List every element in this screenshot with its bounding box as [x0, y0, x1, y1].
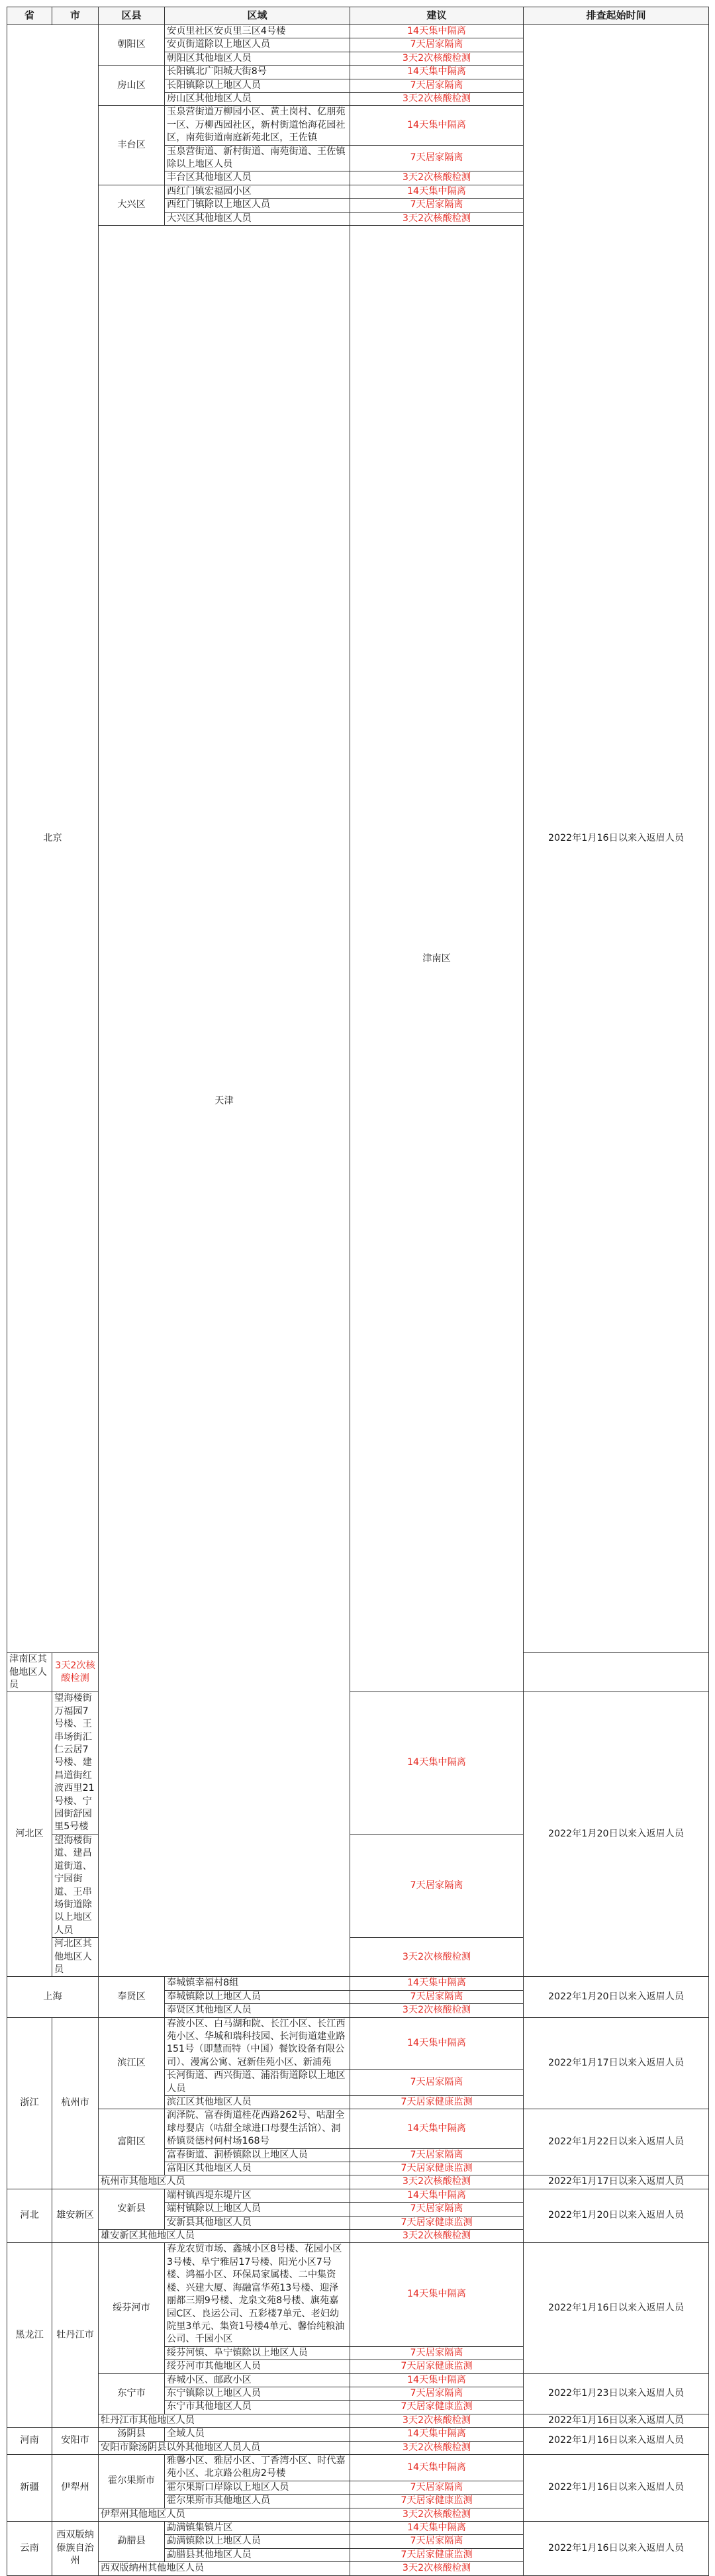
area-cell: 霍尔果斯市其他地区人员	[165, 2495, 350, 2508]
area-cell: 玉泉营街道、新村街道、南苑街道、王佐镇除以上地区人员	[165, 145, 350, 171]
area-cell: 霍尔果斯口岸除以上地区人员	[165, 2481, 350, 2494]
province-cell: 云南	[7, 2522, 52, 2576]
advice-cell: 7天居家隔离	[350, 199, 524, 212]
header-city: 市	[52, 7, 99, 25]
area-cell: 安贞街道除以上地区人员	[165, 38, 350, 52]
area-cell: 春龙农贸市场、鑫城小区8号楼、花园小区3号楼、阜宁雅居17号楼、阳光小区7号楼、鸿福小区、环保局家属楼、二中集资楼、兴建大厦、海融富华苑13号楼、迎泽丽都三期9号楼、龙泉文苑8号楼、旗苑嘉园C区、良运公司、五彩楼7单元、老妇幼院里3单元、集资1号楼4单元、馨怡纯粮油公司、千园小区	[165, 2243, 350, 2346]
start-time-cell: 2022年1月16日以来入返眉人员	[524, 2454, 709, 2521]
advice-cell: 14天集中隔离	[350, 1977, 524, 1990]
start-time-cell: 2022年1月16日以来入返眉人员	[524, 2414, 709, 2427]
advice-cell: 7天居家隔离	[350, 2203, 524, 2216]
advice-cell: 7天居家健康监测	[350, 2216, 524, 2229]
province-cell: 浙江	[7, 2017, 52, 2189]
advice-cell: 7天居家隔离	[350, 2070, 524, 2096]
advice-cell: 3天2次核酸检测	[52, 1653, 99, 1692]
advice-cell: 14天集中隔离	[350, 66, 524, 79]
district-cell: 奉贤区	[99, 1977, 165, 2017]
area-cell: 玉泉营街道万柳园小区、黄土岗村、亿朋苑一区、万柳西园社区，新村街道怡海花园社区，南苑街道南庭新苑北区，王佐镇	[165, 106, 350, 145]
area-cell: 杭州市其他地区人员	[99, 2175, 350, 2189]
area-cell: 长阳镇除以上地区人员	[165, 79, 350, 92]
advice-cell: 7天居家隔离	[350, 1990, 524, 2003]
area-cell: 润泽院、富春街道桂花西路262号、咕甜全球母婴店（咕甜全球进口母婴生活馆）、洞桥镇贤德村何村场168号	[165, 2109, 350, 2148]
area-cell: 伊犁州其他地区人员	[99, 2508, 350, 2521]
area-cell: 长阳镇北广阳城大街8号	[165, 66, 350, 79]
advice-cell: 14天集中隔离	[350, 106, 524, 145]
district-cell: 东宁市	[99, 2373, 165, 2414]
advice-cell: 7天居家隔离	[350, 1834, 524, 1937]
city-cell: 雄安新区	[52, 2189, 99, 2243]
area-cell: 勐满镇集镇片区	[165, 2522, 350, 2535]
start-time-cell: 2022年1月23日以来入返眉人员	[524, 2373, 709, 2414]
table-row	[7, 2428, 709, 2441]
table-row	[7, 2109, 709, 2148]
area-cell: 绥芬河镇、阜宁镇除以上地区人员	[165, 2346, 350, 2360]
area-cell: 雅馨小区、雅居小区、丁香湾小区、时代嘉苑小区、北京路公租房2号楼	[165, 2454, 350, 2481]
header-province: 省	[7, 7, 52, 25]
advice-cell: 3天2次核酸检测	[350, 93, 524, 106]
advice-cell: 7天居家健康监测	[350, 2548, 524, 2561]
header-start-time: 排查起始时间	[524, 7, 709, 25]
advice-cell: 3天2次核酸检测	[350, 2562, 524, 2575]
area-cell: 春城小区、邮政小区	[165, 2373, 350, 2387]
province-cell: 黑龙江	[7, 2243, 52, 2428]
advice-cell: 3天2次核酸检测	[350, 52, 524, 65]
district-cell: 津南区	[350, 226, 524, 1692]
area-cell: 富阳区其他地区人员	[165, 2162, 350, 2175]
area-cell: 富春街道、洞桥镇除以上地区人员	[165, 2148, 350, 2162]
advice-cell: 7天居家健康监测	[350, 2401, 524, 2414]
advice-cell: 14天集中隔离	[350, 2428, 524, 2441]
district-cell: 大兴区	[99, 185, 165, 225]
district-cell: 霍尔果斯市	[99, 2454, 165, 2508]
area-cell: 西双版纳州其他地区人员	[99, 2562, 350, 2575]
advice-cell: 14天集中隔离	[350, 185, 524, 198]
table-row	[7, 2175, 709, 2189]
advice-cell: 14天集中隔离	[350, 2522, 524, 2535]
start-time-cell: 2022年1月17日以来入返眉人员	[524, 2017, 709, 2109]
city-cell: 杭州市	[52, 2017, 99, 2189]
advice-cell: 7天居家隔离	[350, 2148, 524, 2162]
area-cell: 安阳市除汤阴县以外其他地区人员人员	[99, 2441, 350, 2454]
province-cell: 天津	[99, 226, 350, 1977]
area-cell: 东宁镇除以上地区人员	[165, 2387, 350, 2400]
table-row	[7, 2454, 709, 2481]
district-cell: 绥芬河市	[99, 2243, 165, 2373]
table-row	[7, 2414, 709, 2427]
advice-cell: 14天集中隔离	[350, 2017, 524, 2070]
advice-cell: 14天集中隔离	[350, 25, 524, 38]
city-cell: 安阳市	[52, 2428, 99, 2455]
advice-cell: 3天2次核酸检测	[350, 212, 524, 225]
advice-cell: 14天集中隔离	[350, 2373, 524, 2387]
area-cell: 全域人员	[165, 2428, 350, 2441]
area-cell: 望海楼街万福园7号楼、王串场街汇仁云居7号楼、建昌道街红波西里21号楼、宁园街舒园里5号楼	[52, 1692, 99, 1834]
province-cell: 北京	[7, 25, 99, 1653]
area-cell: 丰台区其他地区人员	[165, 171, 350, 185]
header-area: 区域	[165, 7, 350, 25]
area-cell: 牡丹江市其他地区人员	[99, 2414, 350, 2427]
start-time-cell: 2022年1月16日以来入返眉人员	[524, 2428, 709, 2455]
start-time-cell: 2022年1月17日以来入返眉人员	[524, 2175, 709, 2189]
area-cell: 绥芬河市其他地区人员	[165, 2360, 350, 2373]
area-cell: 津南区其他地区人员	[7, 1653, 52, 1692]
start-time-cell: 2022年1月16日以来入返眉人员	[524, 2243, 709, 2373]
province-cell: 上海	[7, 1977, 99, 2017]
advice-cell: 3天2次核酸检测	[350, 2508, 524, 2521]
advice-cell: 7天居家健康监测	[350, 2495, 524, 2508]
advice-cell: 7天居家健康监测	[350, 2096, 524, 2109]
advice-cell: 7天居家隔离	[350, 2346, 524, 2360]
district-cell: 汤阴县	[99, 2428, 165, 2441]
province-cell: 新疆	[7, 2454, 52, 2521]
city-cell: 西双版纳傣族自治州	[52, 2522, 99, 2576]
table-row	[7, 2522, 709, 2535]
city-cell: 伊犁州	[52, 2454, 99, 2521]
area-cell: 端村镇除以上地区人员	[165, 2203, 350, 2216]
table-row	[7, 25, 709, 38]
start-time-cell: 2022年1月16日以来入返眉人员	[524, 25, 709, 1653]
area-cell: 房山区其他地区人员	[165, 93, 350, 106]
risk-area-table	[7, 7, 709, 2576]
advice-cell: 7天居家隔离	[350, 145, 524, 171]
area-cell: 大兴区其他地区人员	[165, 212, 350, 225]
district-cell: 朝阳区	[99, 25, 165, 66]
advice-cell: 7天居家隔离	[350, 2481, 524, 2494]
advice-cell: 7天居家隔离	[350, 2535, 524, 2548]
advice-cell: 14天集中隔离	[350, 2189, 524, 2202]
header-row	[7, 7, 709, 25]
area-cell: 望海楼街道、建昌道街道、宁园街道、王串场街道除以上地区人员	[52, 1834, 99, 1937]
header-advice: 建议	[350, 7, 524, 25]
area-cell: 滨江区其他地区人员	[165, 2096, 350, 2109]
advice-cell: 14天集中隔离	[350, 1692, 524, 1834]
area-cell: 安贞里社区安贞里三区4号楼	[165, 25, 350, 38]
area-cell: 西红门镇除以上地区人员	[165, 199, 350, 212]
advice-cell: 3天2次核酸检测	[350, 2414, 524, 2427]
district-cell: 富阳区	[99, 2109, 165, 2175]
start-time-cell: 2022年1月20日以来入返眉人员	[524, 1977, 709, 2017]
district-cell: 勐腊县	[99, 2522, 165, 2562]
start-time-cell: 2022年1月20日以来入返眉人员	[524, 2189, 709, 2243]
advice-cell: 3天2次核酸检测	[350, 171, 524, 185]
district-cell: 河北区	[7, 1692, 52, 1977]
district-cell: 安新县	[99, 2189, 165, 2229]
area-cell: 奉城镇除以上地区人员	[165, 1990, 350, 2003]
district-cell: 丰台区	[99, 106, 165, 185]
area-cell: 西红门镇宏福园小区	[165, 185, 350, 198]
start-time-cell: 2022年1月22日以来入返眉人员	[524, 2109, 709, 2175]
area-cell: 春波小区、白马湖和院、长江小区、长江西苑小区、华城和瑞科技园、长河街道建业路151号（即慧而特（中国）餐饮设备有限公司）、漫寓公寓、冠新佳苑小区、新浦苑	[165, 2017, 350, 2070]
risk-area-table-sheet	[7, 7, 708, 2576]
province-cell: 河南	[7, 2428, 52, 2455]
district-cell: 房山区	[99, 66, 165, 106]
area-cell: 奉贤区其他地区人员	[165, 2004, 350, 2017]
advice-cell: 14天集中隔离	[350, 2243, 524, 2346]
advice-cell: 7天居家隔离	[350, 38, 524, 52]
advice-cell: 3天2次核酸检测	[350, 1938, 524, 1977]
table-row	[7, 2017, 709, 2070]
advice-cell: 14天集中隔离	[350, 2454, 524, 2481]
advice-cell: 3天2次核酸检测	[350, 2441, 524, 2454]
advice-cell: 7天居家隔离	[350, 2387, 524, 2400]
table-row	[7, 2373, 709, 2387]
table-row	[7, 2243, 709, 2346]
area-cell: 东宁市其他地区人员	[165, 2401, 350, 2414]
table-row	[7, 1977, 709, 1990]
district-cell: 滨江区	[99, 2017, 165, 2109]
advice-cell: 3天2次核酸检测	[350, 2004, 524, 2017]
area-cell: 安新县其他地区人员	[165, 2216, 350, 2229]
start-time-cell: 2022年1月20日以来入返眉人员	[524, 1692, 709, 1977]
area-cell: 勐腊县其他地区人员	[165, 2548, 350, 2561]
area-cell: 河北区其他地区人员	[52, 1938, 99, 1977]
header-district: 区县	[99, 7, 165, 25]
advice-cell: 7天居家健康监测	[350, 2360, 524, 2373]
advice-cell: 7天居家隔离	[350, 79, 524, 92]
area-cell: 奉城镇幸福村8组	[165, 1977, 350, 1990]
advice-cell: 7天居家健康监测	[350, 2162, 524, 2175]
area-cell: 雄安新区其他地区人员	[99, 2230, 350, 2243]
area-cell: 长河街道、西兴街道、浦沿街道除以上地区人员	[165, 2070, 350, 2096]
table-row	[7, 2189, 709, 2202]
province-cell: 河北	[7, 2189, 52, 2243]
advice-cell: 3天2次核酸检测	[350, 2175, 524, 2189]
area-cell: 端村镇西堤东堤片区	[165, 2189, 350, 2202]
area-cell: 朝阳区其他地区人员	[165, 52, 350, 65]
advice-cell: 3天2次核酸检测	[350, 2230, 524, 2243]
area-cell: 勐满镇除以上地区人员	[165, 2535, 350, 2548]
advice-cell: 14天集中隔离	[350, 2109, 524, 2148]
city-cell: 牡丹江市	[52, 2243, 99, 2428]
start-time-cell: 2022年1月16日以来入返眉人员	[524, 2522, 709, 2576]
